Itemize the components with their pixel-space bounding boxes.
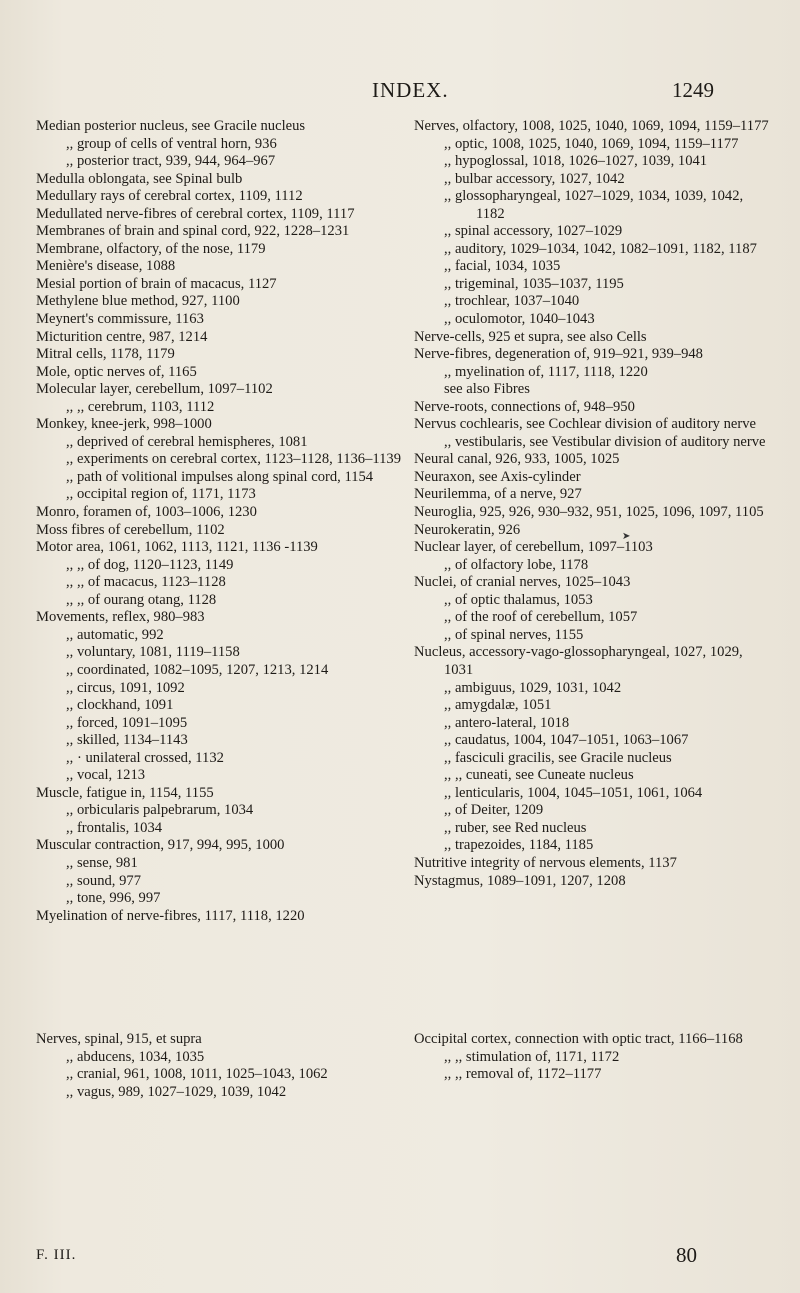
index-entry: Medullary rays of cerebral cortex, 1109, 1112 bbox=[36, 188, 303, 205]
index-entry: ,, fasciculi gracilis, see Gracile nucleus bbox=[444, 749, 672, 766]
index-entry: Menière's disease, 1088 bbox=[36, 258, 176, 275]
index-entry: ,, ,, of ourang otang, 1128 bbox=[66, 591, 217, 608]
index-entry: Motor area, 1061, 1062, 1113, 1121, 1136 -1139 bbox=[36, 539, 318, 556]
index-entry: ,, group of cells of ventral horn, 936 bbox=[66, 135, 277, 152]
index-entry: ,, tone, 996, 997 bbox=[66, 890, 161, 907]
index-column-right-bottom bbox=[414, 1031, 774, 1084]
index-entry: ,, · unilateral crossed, 1132 bbox=[66, 749, 224, 766]
index-entry: Monkey, knee-jerk, 998–1000 bbox=[36, 416, 212, 433]
index-entry: ,, optic, 1008, 1025, 1040, 1069, 1094, 1159–1177 bbox=[444, 135, 739, 152]
index-entry: Neuroglia, 925, 926, 930–932, 951, 1025, 1096, 1097, 1105 bbox=[414, 504, 764, 521]
index-entry: ,, glossopharyngeal, 1027–1029, 1034, 1039, 1042, 1182 bbox=[444, 188, 744, 222]
index-entry: Nuclei, of cranial nerves, 1025–1043 bbox=[414, 574, 631, 591]
index-entry: ,, orbicularis palpebrarum, 1034 bbox=[66, 802, 254, 819]
index-entry: ,, posterior tract, 939, 944, 964–967 bbox=[66, 153, 276, 170]
index-entry: ,, skilled, 1134–1143 bbox=[66, 732, 188, 749]
index-entry: ,, ,, cuneati, see Cuneate nucleus bbox=[444, 767, 634, 784]
running-title: INDEX. bbox=[372, 78, 449, 102]
index-entry: ,, bulbar accessory, 1027, 1042 bbox=[444, 170, 625, 187]
index-entry: Mole, optic nerves of, 1165 bbox=[36, 363, 197, 380]
index-entry: ,, clockhand, 1091 bbox=[66, 697, 174, 714]
index-entry: Moss fibres of cerebellum, 1102 bbox=[36, 521, 225, 538]
index-entry: ,, sense, 981 bbox=[66, 854, 138, 871]
index-entry: ,, of olfactory lobe, 1178 bbox=[444, 556, 589, 573]
page-number-top: 1249 bbox=[672, 78, 714, 102]
index-entry: ,, frontalis, 1034 bbox=[66, 819, 163, 836]
index-entry: Movements, reflex, 980–983 bbox=[36, 609, 205, 626]
index-entry: Nutritive integrity of nervous elements, 1137 bbox=[414, 854, 677, 871]
index-entry: Nerve-fibres, degeneration of, 919–921, 939–948 bbox=[414, 346, 703, 363]
index-entry: Membranes of brain and spinal cord, 922, 1228–1231 bbox=[36, 223, 350, 240]
index-entry: ,, ambiguus, 1029, 1031, 1042 bbox=[444, 679, 622, 696]
index-entry: ,, myelination of, 1117, 1118, 1220 bbox=[444, 363, 648, 380]
index-column-right bbox=[414, 118, 774, 890]
index-entry: Nystagmus, 1089–1091, 1207, 1208 bbox=[414, 872, 626, 889]
index-entry: ,, cranial, 961, 1008, 1011, 1025–1043, 1062 bbox=[66, 1066, 328, 1083]
index-entry: ,, automatic, 992 bbox=[66, 626, 164, 643]
index-entry: ,, amygdalæ, 1051 bbox=[444, 697, 552, 714]
index-entry: ,, of optic thalamus, 1053 bbox=[444, 591, 593, 608]
index-entry: ,, antero-lateral, 1018 bbox=[444, 714, 570, 731]
index-entry: ,, caudatus, 1004, 1047–1051, 1063–1067 bbox=[444, 732, 689, 749]
index-entry: ,, hypoglossal, 1018, 1026–1027, 1039, 1041 bbox=[444, 153, 708, 170]
sheet-number: 80 bbox=[676, 1243, 697, 1267]
index-entry: Neurokeratin, 926 bbox=[414, 521, 521, 538]
index-entry: ,, deprived of cerebral hemispheres, 1081 bbox=[66, 433, 308, 450]
index-entry: Nuclear layer, of cerebellum, 1097–1103 bbox=[414, 539, 653, 556]
signature-mark: F. III. bbox=[36, 1247, 77, 1263]
index-entry: Monro, foramen of, 1003–1006, 1230 bbox=[36, 504, 257, 521]
index-entry: ,, trigeminal, 1035–1037, 1195 bbox=[444, 275, 624, 292]
index-entry: ,, ,, cerebrum, 1103, 1112 bbox=[66, 398, 215, 415]
index-entry: ,, voluntary, 1081, 1119–1158 bbox=[66, 644, 240, 661]
index-entry: ,, coordinated, 1082–1095, 1207, 1213, 1214 bbox=[66, 661, 329, 678]
index-entry: ,, of Deiter, 1209 bbox=[444, 802, 544, 819]
index-entry: ,, vagus, 989, 1027–1029, 1039, 1042 bbox=[66, 1083, 287, 1100]
index-entry: Neurilemma, of a nerve, 927 bbox=[414, 486, 582, 503]
index-entry: ,, lenticularis, 1004, 1045–1051, 1061, 1064 bbox=[444, 784, 703, 801]
index-entry: ,, circus, 1091, 1092 bbox=[66, 679, 185, 696]
page-header bbox=[0, 78, 800, 108]
index-entry: ,, spinal accessory, 1027–1029 bbox=[444, 223, 623, 240]
index-entry: ,, sound, 977 bbox=[66, 872, 141, 889]
index-entry: Occipital cortex, connection with optic tract, 1166–1168 bbox=[414, 1031, 743, 1047]
index-entry: see also Fibres bbox=[444, 381, 530, 398]
index-entry: ,, trochlear, 1037–1040 bbox=[444, 293, 580, 310]
index-entry: ,, path of volitional impulses along spinal cord, 1154 bbox=[66, 468, 374, 485]
index-entry: ,, ,, of macacus, 1123–1128 bbox=[66, 574, 226, 591]
index-entry: Molecular layer, cerebellum, 1097–1102 bbox=[36, 381, 273, 398]
index-entry: ,, oculomotor, 1040–1043 bbox=[444, 311, 595, 328]
index-entry: Medullated nerve-fibres of cerebral cortex, 1109, 1117 bbox=[36, 205, 355, 222]
index-entry: ,, facial, 1034, 1035 bbox=[444, 258, 561, 275]
index-entry: Nerves, olfactory, 1008, 1025, 1040, 1069, 1094, 1159–1177 bbox=[414, 118, 769, 134]
index-entry: Median posterior nucleus, see Gracile nucleus bbox=[36, 118, 306, 134]
index-entry: ,, ,, of dog, 1120–1123, 1149 bbox=[66, 556, 234, 573]
index-entry: Nervus cochlearis, see Cochlear division of auditory nerve bbox=[414, 416, 757, 433]
index-entry: Myelination of nerve-fibres, 1117, 1118, 1220 bbox=[36, 907, 305, 924]
index-entry: ,, trapezoides, 1184, 1185 bbox=[444, 837, 594, 854]
index-entry: Nucleus, accessory-vago-glossopharyngeal, 1027, 1029, 1031 bbox=[414, 644, 743, 678]
index-entry: ,, ruber, see Red nucleus bbox=[444, 819, 587, 836]
index-entry: ,, of spinal nerves, 1155 bbox=[444, 626, 584, 643]
margin-mark-icon: ➤ bbox=[622, 531, 631, 542]
index-entry: ,, vestibularis, see Vestibular division of auditory nerve bbox=[444, 433, 766, 450]
index-entry: ,, experiments on cerebral cortex, 1123–1128, 1136–1139 bbox=[66, 451, 402, 468]
index-entry: Methylene blue method, 927, 1100 bbox=[36, 293, 240, 310]
index-entry: Nerve-roots, connections of, 948–950 bbox=[414, 398, 635, 415]
index-entry: ,, auditory, 1029–1034, 1042, 1082–1091, 1182, 1187 bbox=[444, 240, 757, 257]
index-entry: ,, ,, removal of, 1172–1177 bbox=[444, 1066, 602, 1083]
index-entry: ,, abducens, 1034, 1035 bbox=[66, 1048, 205, 1065]
index-entry: Mitral cells, 1178, 1179 bbox=[36, 346, 175, 363]
index-entry: Neuraxon, see Axis-cylinder bbox=[414, 468, 581, 485]
index-entry: ,, of the roof of cerebellum, 1057 bbox=[444, 609, 638, 626]
index-entry: ,, ,, stimulation of, 1171, 1172 bbox=[444, 1048, 620, 1065]
index-entry: Muscle, fatigue in, 1154, 1155 bbox=[36, 784, 214, 801]
index-column-left bbox=[36, 118, 406, 925]
index-column-left-bottom bbox=[36, 1031, 406, 1101]
index-entry: Nerve-cells, 925 et supra, see also Cells bbox=[414, 328, 647, 345]
index-entry: Medulla oblongata, see Spinal bulb bbox=[36, 170, 243, 187]
index-entry: Membrane, olfactory, of the nose, 1179 bbox=[36, 240, 266, 257]
index-entry: Meynert's commissure, 1163 bbox=[36, 311, 204, 328]
index-entry: ,, vocal, 1213 bbox=[66, 767, 146, 784]
index-entry: Nerves, spinal, 915, et supra bbox=[36, 1031, 202, 1047]
index-entry: ,, occipital region of, 1171, 1173 bbox=[66, 486, 256, 503]
index-entry: ,, forced, 1091–1095 bbox=[66, 714, 188, 731]
index-entry: Micturition centre, 987, 1214 bbox=[36, 328, 208, 345]
index-entry: Mesial portion of brain of macacus, 1127 bbox=[36, 275, 277, 292]
index-entry: Neural canal, 926, 933, 1005, 1025 bbox=[414, 451, 620, 468]
index-entry: Muscular contraction, 917, 994, 995, 1000 bbox=[36, 837, 285, 854]
